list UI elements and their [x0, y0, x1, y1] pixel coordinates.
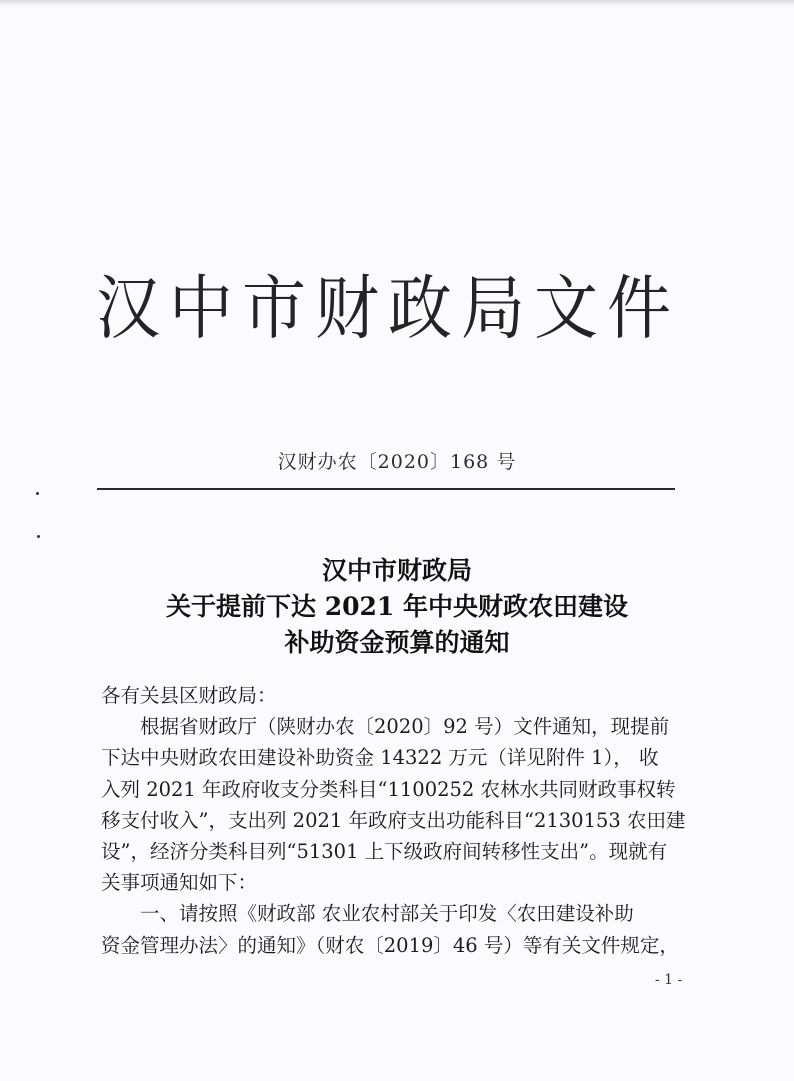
body-line: 一、请按照《财政部 农业农村部关于印发〈农田建设补助 [140, 902, 634, 926]
document-masthead: 汉中市财政局文件 [96, 269, 680, 350]
salutation: 各有关县区财政局： [101, 684, 277, 707]
page-number: - 1 - [655, 972, 683, 988]
title-line-1: 汉中市财政局 [321, 556, 472, 585]
body-line: 资金管理办法〉的通知》（财农〔2019〕46 号）等有关文件规定， [101, 933, 679, 957]
scan-speck [37, 535, 40, 538]
notice-title [0, 553, 794, 661]
notice-body [101, 680, 689, 961]
body-line: 设”，经济分类科目列“51301 上下级政府间转移性支出”。现就有 [101, 839, 668, 863]
body-line: 根据省财政厅（陕财办农〔2020〕92 号）文件通知，现提前 [140, 715, 670, 739]
scan-speck [36, 492, 39, 495]
body-line: 移支付收入”，支出列 2021 年政府支出功能科目“2130153 农田建 [101, 808, 686, 832]
title-line-3: 补助资金预算的通知 [284, 628, 510, 657]
body-line: 关事项通知如下： [101, 871, 258, 895]
scan-edge [0, 0, 794, 6]
header-divider [97, 488, 675, 490]
body-line: 下达中央财政农田建设补助资金 14322 万元（详见附件 1）， 收 [101, 746, 659, 770]
title-line-2: 关于提前下达 2021 年中央财政农田建设 [166, 592, 628, 621]
body-line: 入列 2021 年政府收支分类科目“1100252 农林水共同财政事权转 [101, 777, 676, 801]
document-number: 汉财办农〔2020〕168 号 [277, 451, 517, 473]
